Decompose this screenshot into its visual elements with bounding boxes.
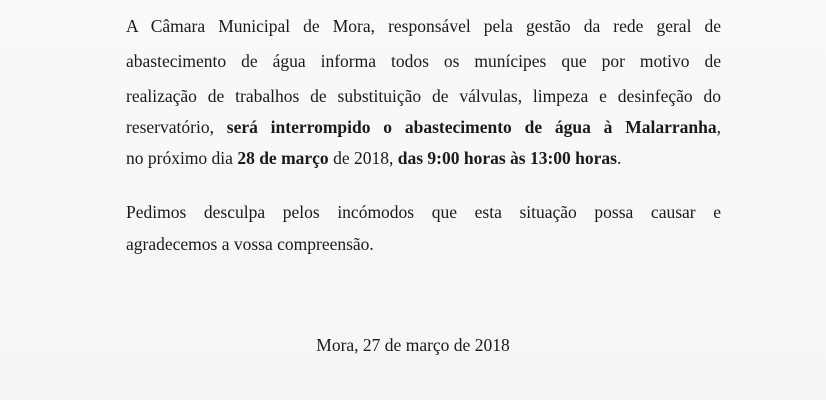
line-5-text-a: no próximo dia [126,148,238,168]
hours-bold-text: das 9:00 horas às 13:00 horas [397,148,617,168]
place-and-date: Mora, 27 de março de 2018 [316,335,510,355]
line-5-period: . [616,148,622,168]
paragraph-1-line-2: abastecimento de água informa todos os munícipes que por motivo de [126,51,721,71]
paragraph-1-line-5 [126,148,621,168]
line-5-text-c: de 2018, [328,148,398,168]
paragraph-1-line-1: A Câmara Municipal de Mora, responsável pela gestão da rede geral de [126,16,721,36]
line-4-comma: , [716,117,721,137]
date-bold-text: 28 de março [237,148,329,168]
paragraph-2-line-1: Pedimos desculpa pelos incómodos que esta situação possa causar e [126,202,721,222]
paragraph-1-line-4 [126,117,721,137]
interruption-bold-text: será interrompido o abastecimento de água à Malarranha [226,117,717,137]
paragraph-2-line-2: agradecemos a vossa compreensão. [126,234,374,254]
line-4-normal-text: reservatório, [126,117,227,137]
paragraph-1-line-3: realização de trabalhos de substituição de válvulas, limpeza e desinfeção do [126,86,721,106]
